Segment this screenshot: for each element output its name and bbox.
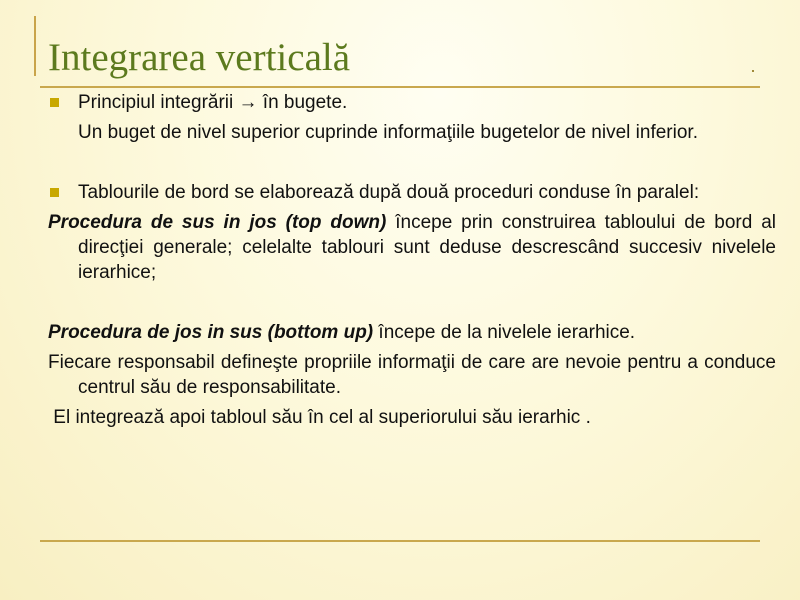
paragraph-integrare: El integrează apoi tabloul său în cel al superiorului său ierarhic . <box>48 407 591 428</box>
principle-detail: Un buget de nivel superior cuprinde informaţiile bugetelor de nivel inferior. <box>78 122 698 143</box>
bullet-text: Tablourile de bord se elaborează după două proceduri conduse în paralel: <box>78 182 700 203</box>
slide-title: Integrarea verticală <box>48 36 351 79</box>
procedure-text: începe prin construirea tabloului de bord al direcţiei generale; celelalte tablouri sunt deduse descrescând succesiv nivelele ierarhice; <box>78 212 776 283</box>
top-divider <box>40 86 760 88</box>
title-accent-line <box>34 16 36 76</box>
bottom-divider <box>40 540 760 542</box>
procedure-text: începe de la nivelele ierarhice. <box>373 322 636 343</box>
bullet-item-principle <box>48 90 776 115</box>
procedure-top-down <box>48 210 776 285</box>
paragraph-responsabil: Fiecare responsabil defineşte propriile informaţii de care are nevoie pentru a conduce centrul său de responsabilitate. <box>48 352 776 398</box>
procedure-bottom-up <box>48 320 776 345</box>
bullet-text: Principiul integrării → în bugete. <box>78 92 348 113</box>
square-bullet-icon <box>50 98 59 107</box>
procedure-label: Procedura de sus in jos (top down) <box>48 212 387 233</box>
title-dot <box>752 70 754 72</box>
bullet-item-procedures <box>48 180 776 205</box>
procedure-label: Procedura de jos in sus (bottom up) <box>48 322 374 343</box>
slide-content <box>48 90 776 430</box>
square-bullet-icon <box>50 188 59 197</box>
